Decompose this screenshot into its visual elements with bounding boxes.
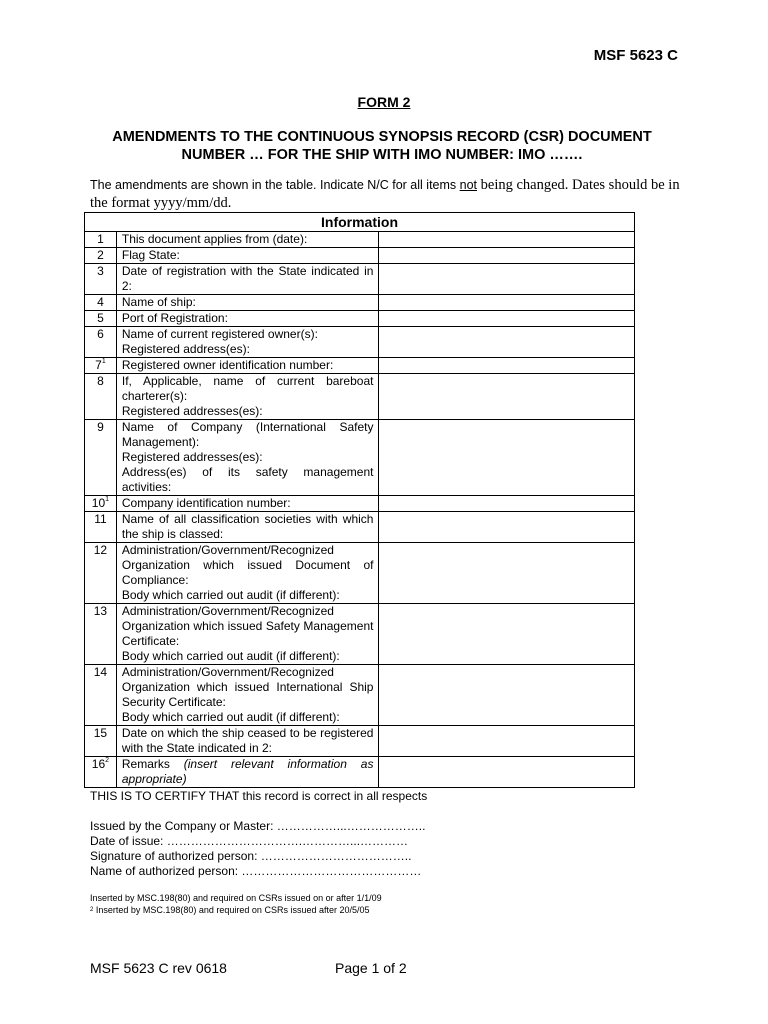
row-number bbox=[85, 726, 117, 757]
row-description bbox=[116, 420, 379, 496]
table-row bbox=[85, 311, 635, 327]
table-row bbox=[85, 248, 635, 264]
table-row bbox=[85, 295, 635, 311]
row-number-text: 15 bbox=[93, 726, 108, 740]
row-label-text: Administration/Government/Recognized Organization which issued International Ship Security Certificate: bbox=[121, 665, 374, 709]
row-label-text: Port of Registration: bbox=[121, 311, 228, 325]
row-value-cell[interactable] bbox=[379, 512, 635, 543]
document-title bbox=[90, 128, 674, 164]
row-value-cell[interactable] bbox=[379, 665, 635, 726]
form-number: FORM 2 bbox=[357, 94, 411, 110]
row-description bbox=[116, 374, 379, 420]
row-label bbox=[122, 358, 374, 373]
table-row bbox=[85, 420, 635, 496]
row-number-text: 14 bbox=[93, 665, 108, 679]
row-label-text: Administration/Government/Recognized Organization which issued Document of Compliance: bbox=[121, 543, 374, 587]
authorized-name-field: Name of authorized person: ……………………………………… bbox=[90, 864, 422, 878]
row-description bbox=[116, 665, 379, 726]
row-label bbox=[122, 665, 374, 710]
row-value-cell[interactable] bbox=[379, 757, 635, 788]
row-sublabel: Registered addresses(es): bbox=[121, 450, 263, 464]
footer-form-revision: MSF 5623 C rev 0618 bbox=[90, 960, 227, 976]
row-label-text: Name of all classification societies with which the ship is classed: bbox=[121, 512, 374, 541]
row-value-cell[interactable] bbox=[379, 543, 635, 604]
row-value-cell[interactable] bbox=[379, 358, 635, 374]
row-label-text: Registered owner identification number: bbox=[121, 358, 334, 372]
table-row bbox=[85, 496, 635, 512]
row-sublabel: Address(es) of its safety management activities: bbox=[121, 465, 374, 494]
row-number bbox=[85, 374, 117, 420]
intro-part-2: being changed. Dates should be in the format yyyy/mm/dd. bbox=[90, 177, 680, 211]
row-sublabel: Body which carried out audit (if different): bbox=[121, 588, 340, 602]
title-line-1: AMENDMENTS TO THE CONTINUOUS SYNOPSIS RECORD (CSR) DOCUMENT bbox=[112, 129, 652, 145]
intro-part-1: The amendments are shown in the table. Indicate N/C for all items bbox=[90, 178, 460, 192]
row-label bbox=[122, 264, 374, 294]
row-label-text: Date on which the ship ceased to be registered with the State indicated in 2: bbox=[121, 726, 374, 755]
row-number bbox=[85, 248, 117, 264]
footnote-1: Inserted by MSC.198(80) and required on CSRs issued on or after 1/1/09 bbox=[90, 893, 382, 903]
row-label bbox=[122, 496, 374, 511]
row-label bbox=[122, 604, 374, 649]
table-row bbox=[85, 374, 635, 420]
table-row bbox=[85, 264, 635, 295]
row-description bbox=[116, 757, 379, 788]
row-label-text: This document applies from (date): bbox=[121, 232, 308, 246]
row-value-cell[interactable] bbox=[379, 248, 635, 264]
row-number-text: 5 bbox=[97, 311, 104, 325]
footnote-2 bbox=[90, 904, 382, 916]
row-number-text: 11 bbox=[94, 512, 107, 526]
row-label bbox=[122, 543, 374, 588]
row-label-text: Company identification number: bbox=[121, 496, 291, 510]
row-number-text: 2 bbox=[97, 248, 104, 262]
footnote-marker: 1 bbox=[101, 358, 106, 365]
row-value-cell[interactable] bbox=[379, 311, 635, 327]
row-description bbox=[116, 264, 379, 295]
intro-underlined: not bbox=[459, 178, 478, 192]
table-row bbox=[85, 232, 635, 248]
row-description bbox=[116, 232, 379, 248]
row-label-text: If, Applicable, name of current bareboat charterer(s): bbox=[121, 374, 374, 403]
form-code: MSF 5623 C bbox=[593, 47, 678, 64]
table-row bbox=[85, 726, 635, 757]
row-label-text: Administration/Government/Recognized Organization which issued Safety Management Certificate: bbox=[121, 604, 374, 648]
row-label bbox=[122, 726, 374, 756]
row-number-text: 3 bbox=[97, 264, 104, 278]
row-value-cell[interactable] bbox=[379, 604, 635, 665]
issued-by-field: Issued by the Company or Master: ……………...……………….. bbox=[90, 819, 426, 833]
row-number bbox=[85, 264, 117, 295]
row-label-italic: (insert relevant information as appropriate) bbox=[121, 757, 374, 786]
row-number bbox=[85, 604, 117, 665]
row-label-text: Flag State: bbox=[121, 248, 180, 262]
table-row bbox=[85, 757, 635, 788]
row-label bbox=[122, 420, 374, 450]
row-label-text: Name of current registered owner(s): bbox=[121, 327, 318, 341]
row-sublabel: Registered address(es): bbox=[121, 342, 250, 356]
row-number bbox=[85, 358, 117, 374]
row-description bbox=[116, 543, 379, 604]
table-row bbox=[85, 512, 635, 543]
row-label-text: Date of registration with the State indicated in 2: bbox=[121, 264, 374, 293]
row-description bbox=[116, 604, 379, 665]
table-row bbox=[85, 358, 635, 374]
row-number-text: 10 bbox=[91, 496, 106, 510]
table-row bbox=[85, 604, 635, 665]
row-number bbox=[85, 512, 117, 543]
row-description bbox=[116, 248, 379, 264]
row-value-cell[interactable] bbox=[379, 420, 635, 496]
row-label-text: Remarks bbox=[121, 757, 184, 771]
row-description bbox=[116, 512, 379, 543]
row-number bbox=[85, 311, 117, 327]
row-value-cell[interactable] bbox=[379, 295, 635, 311]
row-number-text: 13 bbox=[93, 604, 108, 618]
table-row bbox=[85, 665, 635, 726]
footer-page-number: Page 1 of 2 bbox=[335, 960, 407, 976]
signature-fields bbox=[90, 819, 425, 879]
footnotes bbox=[90, 892, 382, 916]
row-number bbox=[85, 665, 117, 726]
row-value-cell[interactable] bbox=[379, 374, 635, 420]
row-value-cell[interactable] bbox=[379, 327, 635, 358]
row-value-cell[interactable] bbox=[379, 264, 635, 295]
row-description bbox=[116, 327, 379, 358]
row-value-cell[interactable] bbox=[379, 232, 635, 248]
row-sublabel: Registered addresses(es): bbox=[121, 404, 263, 418]
information-table bbox=[84, 212, 635, 788]
table-row bbox=[85, 543, 635, 604]
title-line-2: NUMBER … FOR THE SHIP WITH IMO NUMBER: IMO ……. bbox=[181, 147, 583, 163]
row-sublabel: Body which carried out audit (if different): bbox=[121, 710, 340, 724]
intro-paragraph bbox=[90, 176, 680, 212]
row-label-text: Name of ship: bbox=[121, 295, 196, 309]
row-label bbox=[122, 374, 374, 404]
footnote-2-text: Inserted by MSC.198(80) and required on CSRs issued after 20/5/05 bbox=[93, 905, 370, 915]
row-description bbox=[116, 295, 379, 311]
row-label bbox=[122, 232, 374, 247]
footnote-marker: 2 bbox=[105, 757, 110, 764]
row-label bbox=[122, 311, 374, 326]
row-number-text: 1 bbox=[97, 232, 104, 246]
row-description bbox=[116, 358, 379, 374]
row-number-text: 12 bbox=[93, 543, 108, 557]
row-label-text: Name of Company (International Safety Management): bbox=[121, 420, 374, 449]
row-value-cell[interactable] bbox=[379, 726, 635, 757]
row-number-text: 7 bbox=[95, 358, 102, 372]
row-number-text: 4 bbox=[97, 295, 104, 309]
table-row bbox=[85, 327, 635, 358]
row-number bbox=[85, 420, 117, 496]
row-label bbox=[122, 757, 374, 787]
row-description bbox=[116, 726, 379, 757]
row-label bbox=[122, 295, 374, 310]
table-header: Information bbox=[85, 213, 635, 232]
footnote-marker: 1 bbox=[105, 496, 110, 503]
row-number bbox=[85, 757, 117, 788]
date-of-issue-field: Date of issue: …………………………….…………...………… bbox=[90, 834, 409, 848]
row-number-text: 6 bbox=[97, 327, 104, 341]
row-value-cell[interactable] bbox=[379, 496, 635, 512]
row-description bbox=[116, 311, 379, 327]
row-number bbox=[85, 295, 117, 311]
row-number bbox=[85, 543, 117, 604]
row-label bbox=[122, 327, 374, 342]
row-number-text: 8 bbox=[97, 374, 104, 388]
row-number bbox=[85, 327, 117, 358]
row-sublabel: Body which carried out audit (if different): bbox=[121, 649, 340, 663]
certify-statement: THIS IS TO CERTIFY THAT this record is correct in all respects bbox=[90, 789, 428, 803]
row-number-text: 9 bbox=[97, 420, 104, 434]
row-label bbox=[122, 512, 374, 542]
row-number bbox=[85, 232, 117, 248]
row-number-text: 16 bbox=[91, 757, 106, 771]
footnote-2-marker: 2 bbox=[90, 907, 94, 913]
row-label bbox=[122, 248, 374, 263]
row-number bbox=[85, 496, 117, 512]
signature-field: Signature of authorized person: ……………………………….. bbox=[90, 849, 412, 863]
row-description bbox=[116, 496, 379, 512]
